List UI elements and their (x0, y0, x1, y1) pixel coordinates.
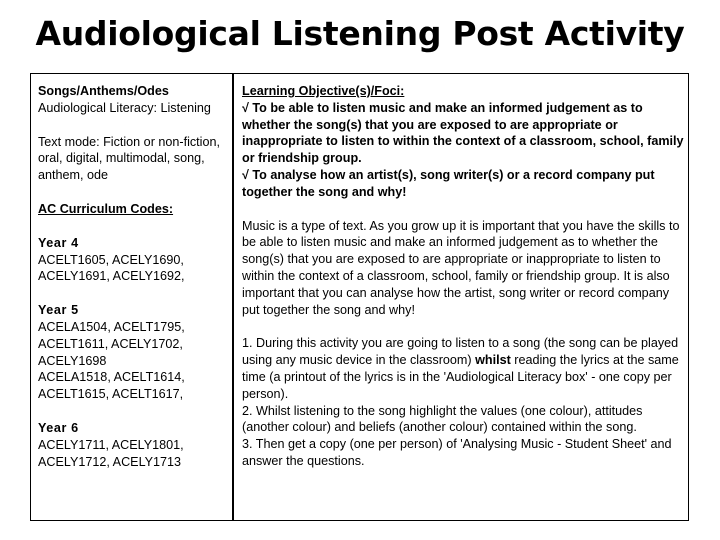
objective-1: √ To be able to listen music and make an informed judgement as to whether the song(s) that you are exposed to are appropriate or inappropriate to listen to within the context of a classroom, school, family or friendship group. (242, 100, 684, 166)
year6-label: Year 6 (38, 420, 79, 435)
step-1-emphasis: whilst (475, 353, 511, 368)
objectives-heading: Learning Objective(s)/Foci: (242, 84, 405, 98)
objective-2: √ To analyse how an artist(s), song writer(s) or a record company put together the song and why! (242, 167, 655, 199)
curriculum-codes-heading: AC Curriculum Codes: (38, 201, 174, 216)
year5-codes: ACELA1504, ACELT1795, ACELT1611, ACELY1702, ACELY1698 (38, 319, 185, 368)
year5-label: Year 5 (38, 303, 79, 318)
step-1 (242, 335, 685, 402)
text-mode: Text mode: Fiction or non-fiction, oral, digital, multimodal, song, anthem, ode (38, 134, 220, 183)
year4-label: Year 4 (38, 235, 79, 250)
step-2: 2. Whilst listening to the song highlight the values (one colour), attitudes (another colour) and beliefs (another colour) contained within the song. (242, 403, 643, 435)
intro-paragraph: Music is a type of text. As you grow up it is important that you have the skills to be able to listen music and make an informed judgement as to whether the song(s) that you are exposed to are appropriate or inappropriate to listen to within the context of a classroom, school, family or friendship group. It is also important that you can analyse how the artist, song writer or record company put together the song and why! (242, 218, 680, 317)
page-title: Audiological Listening Post Activity (35, 14, 685, 53)
year6-codes: ACELY1711, ACELY1801, ACELY1712, ACELY1713 (38, 437, 184, 469)
genre-heading: Songs/Anthems/Odes (38, 84, 169, 98)
literacy-type: Audiological Literacy: Listening (38, 100, 211, 115)
left-column (38, 83, 228, 470)
activity-table (30, 73, 689, 521)
step-3: 3. Then get a copy (one per person) of 'Analysing Music - Student Sheet' and answer the questions. (242, 437, 672, 468)
step-1-text-a: 1. During this activity you are going to listen to a song (the song can be played using any music device in the classroom) (242, 336, 679, 368)
year4-codes: ACELT1605, ACELY1690, ACELY1691, ACELY1692, (38, 252, 185, 284)
year5-codes-continued: ACELA1518, ACELT1614, ACELT1615, ACELT1617, (38, 370, 185, 402)
right-column (242, 83, 685, 470)
column-divider (232, 74, 234, 520)
step-1-text-b: reading the lyrics at the same time (a printout of the lyrics is in the 'Audiological Literacy box' - one copy per person). (242, 353, 679, 401)
